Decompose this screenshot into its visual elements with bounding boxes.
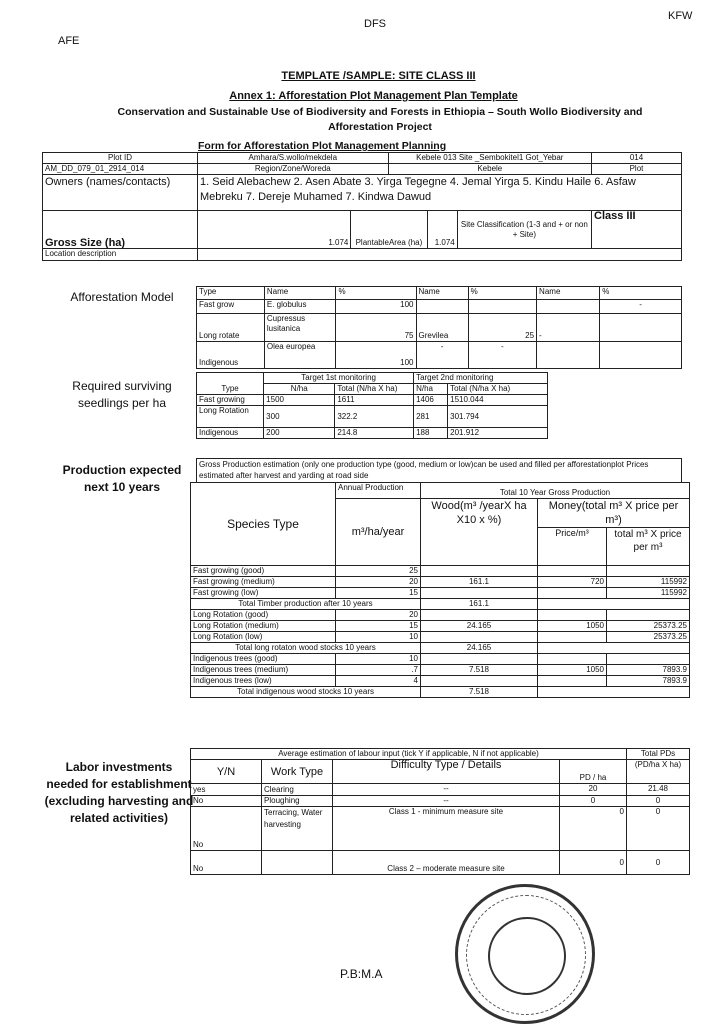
aff-row-pct: 100 <box>336 342 416 369</box>
sample-title: TEMPLATE /SAMPLE: SITE CLASS III <box>281 70 476 82</box>
owners-value: 1. Seid Alebachew 2. Asen Abate 3. Yirga Tegegne 4. Jemal Yirga 5. Kindu Haile 6. Asfaw Mebreku 7. Dereje Muhamed 7. Kindwa Dawud <box>198 175 682 211</box>
aff-row-type: Fast grow <box>197 300 265 314</box>
site-class-value: Class III <box>592 211 682 249</box>
prod-total-blank <box>538 643 690 654</box>
aff-row-name3 <box>537 300 600 314</box>
labor-row-yn: yes <box>191 784 262 796</box>
prod-row-price <box>538 632 607 643</box>
aff-row-type: Indigenous <box>197 342 265 369</box>
aff-row-pct2: 25 <box>468 314 536 342</box>
prod-total-blank <box>538 687 690 698</box>
prod-row-name: Long Rotation (medium) <box>191 621 336 632</box>
location-value <box>198 249 682 261</box>
seedlings-table <box>196 372 682 439</box>
gross-size-label: Gross Size (ha) <box>43 211 198 249</box>
price-label: Price/m³ <box>538 528 607 566</box>
seal-center <box>488 917 566 995</box>
money-label: Money(total m³ X price per m³) <box>538 499 690 528</box>
labor-row-work <box>262 851 333 875</box>
labor-row-total: 0 <box>627 851 690 875</box>
location-label: Location description <box>43 249 198 261</box>
labor-label: Labor investments needed for establishment (excluding harvesting and related activities) <box>44 760 194 825</box>
prod-row-annual: 4 <box>336 676 421 687</box>
seed-row-type: Indigenous <box>197 428 264 439</box>
labor-pd-total-header: (PD/ha X ha) <box>627 760 690 784</box>
region-label: Region/Zone/Woreda <box>198 164 389 175</box>
plot-label: Plot <box>592 164 682 175</box>
afforestation-model-label: Afforestation Model <box>70 290 174 304</box>
seed-row-type: Fast growing <box>197 395 264 406</box>
aff-header-type: Type <box>197 287 265 300</box>
prod-row-total: 115992 <box>607 588 690 599</box>
owners-label: Owners (names/contacts) <box>43 175 198 211</box>
corner-mark-center: DFS <box>364 18 386 30</box>
aff-header-pct3: % <box>600 287 682 300</box>
seed-row-type: Long Rotation <box>197 406 264 428</box>
seed-row-t1: 322.2 <box>335 406 414 428</box>
aff-row-name3: - <box>537 314 600 342</box>
prod-row-name: Long Rotation (low) <box>191 632 336 643</box>
prod-total-name: Total indigenous wood stocks 10 years <box>191 687 421 698</box>
labor-row-work: Ploughing <box>262 796 333 807</box>
prod-row-total: 25373.25 <box>607 621 690 632</box>
labor-row-yn: No <box>191 807 262 851</box>
prod-row-total <box>607 610 690 621</box>
prod-row-price <box>538 676 607 687</box>
aff-row-name3 <box>537 342 600 369</box>
prod-row-annual: 20 <box>336 610 421 621</box>
labor-row-pd: 0 <box>560 796 627 807</box>
prod-row-annual: .7 <box>336 665 421 676</box>
prod-row-name: Indigenous trees (good) <box>191 654 336 665</box>
aff-header-name3: Name <box>537 287 600 300</box>
labor-row-work: Clearing <box>262 784 333 796</box>
aff-row-name: E. globulus <box>264 300 336 314</box>
prod-row-name: Indigenous trees (medium) <box>191 665 336 676</box>
plot-info-table <box>42 152 682 261</box>
seed-blank <box>197 373 264 384</box>
labor-yn-header: Y/N <box>191 760 262 784</box>
prod-row-annual: 15 <box>336 621 421 632</box>
prod-total-name: Total Timber production after 10 years <box>191 599 421 610</box>
prod-row-annual: 10 <box>336 632 421 643</box>
prod-row-wood <box>421 676 538 687</box>
production-label: Production expected next 10 years <box>62 463 182 494</box>
prod-row-total: 25373.25 <box>607 632 690 643</box>
prod-row-name: Fast growing (good) <box>191 566 336 577</box>
plantable-area-value: 1.074 <box>427 211 457 249</box>
aff-header-name: Name <box>264 287 336 300</box>
wood-label: Wood(m³ /yearX ha X10 x %) <box>421 499 538 566</box>
aff-row-name2: Grevilea <box>416 314 468 342</box>
target2-label: Target 2nd monitoring <box>414 373 548 384</box>
aff-row-name: Cupressus lusitanica <box>264 314 336 342</box>
seed-header-t2: Total (N/ha X ha) <box>448 384 548 395</box>
prod-row-name: Fast growing (medium) <box>191 577 336 588</box>
seed-row-t1: 1611 <box>335 395 414 406</box>
species-type-label: Species Type <box>191 483 336 566</box>
labor-row-yn: No <box>191 851 262 875</box>
plantable-area-label: PlantableArea (ha) <box>351 211 427 249</box>
prod-row-price: 1050 <box>538 665 607 676</box>
prod-row-wood <box>421 566 538 577</box>
prod-row-wood: 161.1 <box>421 599 538 610</box>
total-price-label: total m³ X price per m³ <box>607 528 690 566</box>
prod-row-name: Fast growing (low) <box>191 588 336 599</box>
gross-size-value: 1.074 <box>198 211 351 249</box>
aff-row-pct2 <box>468 300 536 314</box>
aff-row-pct: 75 <box>336 314 416 342</box>
seed-row-n1: 1500 <box>264 395 335 406</box>
labor-row-pd: 20 <box>560 784 627 796</box>
prod-total-blank <box>538 599 690 610</box>
site-class-label: Site Classification (1-3 and + or non + Site) <box>457 211 591 249</box>
labor-row-pd: 0 <box>560 851 627 875</box>
aff-header-pct: % <box>336 287 416 300</box>
labor-row-total: 0 <box>627 796 690 807</box>
labor-row-detail: -- <box>333 784 560 796</box>
prod-row-wood <box>421 632 538 643</box>
labor-row-total: 21.48 <box>627 784 690 796</box>
prod-row-annual: 15 <box>336 588 421 599</box>
seed-row-n2: 281 <box>414 406 448 428</box>
labor-row-detail: Class 2 – moderate measure site <box>333 851 560 875</box>
prod-row-price: 1050 <box>538 621 607 632</box>
prod-total-name: Total long rotaton wood stocks 10 years <box>191 643 421 654</box>
total-10-year-label: Total 10 Year Gross Production <box>421 483 690 499</box>
aff-row-pct2: - <box>468 342 536 369</box>
labor-table <box>190 748 690 875</box>
prod-row-wood: 161.1 <box>421 577 538 588</box>
prod-row-total <box>607 654 690 665</box>
annex-title: Annex 1: Afforestation Plot Management Plan Template <box>229 90 518 102</box>
aff-row-type: Long rotate <box>197 314 265 342</box>
seed-row-n1: 300 <box>264 406 335 428</box>
aff-row-pct3: - <box>600 300 682 314</box>
seed-row-t2: 301.794 <box>448 406 548 428</box>
project-title-line1: Conservation and Sustainable Use of Biodiversity and Forests in Ethiopia – South Wollo Biodiversity and <box>117 106 643 118</box>
seed-row-t1: 214.8 <box>335 428 414 439</box>
aff-row-name2: - <box>416 342 468 369</box>
prod-row-total: 7893.9 <box>607 676 690 687</box>
prod-row-price <box>538 610 607 621</box>
annual-production-label: Annual Production <box>336 483 421 499</box>
prod-row-total <box>607 566 690 577</box>
labor-work-type-header: Work Type <box>262 760 333 784</box>
footer-initials: P.B:M.A <box>340 967 383 981</box>
seed-header-n2: N/ha <box>414 384 448 395</box>
production-table <box>190 482 690 698</box>
project-title-line2: Afforestation Project <box>328 121 432 133</box>
seed-row-t2: 1510.044 <box>448 395 548 406</box>
labor-difficulty-header: Difficulty Type / Details <box>333 760 560 784</box>
labor-avg-label: Average estimation of labour input (tick Y if applicable, N if not applicable) <box>191 749 627 760</box>
labor-row-pd: 0 <box>560 807 627 851</box>
prod-row-wood <box>421 588 538 599</box>
corner-mark-right: KFW <box>668 10 693 22</box>
seed-row-n2: 1406 <box>414 395 448 406</box>
aff-row-name2 <box>416 300 468 314</box>
labor-row-detail: Class 1 - minimum measure site <box>333 807 560 851</box>
unit-label: m³/ha/year <box>336 499 421 566</box>
plot-id-value: AM_DD_079_01_2914_014 <box>43 164 198 175</box>
corner-mark-left: AFE <box>58 35 80 47</box>
aff-row-pct3 <box>600 342 682 369</box>
plot-id-label: Plot ID <box>43 153 198 164</box>
seed-row-t2: 201.912 <box>448 428 548 439</box>
prod-row-price: 720 <box>538 577 607 588</box>
prod-row-wood <box>421 654 538 665</box>
seed-empty <box>548 373 682 439</box>
prod-row-total: 7893.9 <box>607 665 690 676</box>
prod-row-annual: 25 <box>336 566 421 577</box>
afforestation-table <box>196 286 682 369</box>
seed-header-t1: Total (N/ha X ha) <box>335 384 414 395</box>
aff-header-name2: Name <box>416 287 468 300</box>
aff-header-pct2: % <box>468 287 536 300</box>
prod-row-price <box>538 588 607 599</box>
prod-row-name: Indigenous trees (low) <box>191 676 336 687</box>
seedlings-label: Required surviving seedlings per ha <box>72 379 172 410</box>
region-value: Amhara/S.wollo/mekdela <box>198 153 389 164</box>
prod-row-price <box>538 654 607 665</box>
prod-row-wood <box>421 610 538 621</box>
aff-row-pct: 100 <box>336 300 416 314</box>
labor-row-work: Terracing, Water harvesting <box>262 807 333 851</box>
production-note: Gross Production estimation (only one production type (good, medium or low)can be used and filled per afforestationplot Prices estimated after harvest and yarding at road side <box>196 458 682 482</box>
plot-number: 014 <box>592 153 682 164</box>
seed-header-n1: N/ha <box>264 384 335 395</box>
labor-total-pds-label: Total PDs <box>627 749 690 760</box>
prod-row-price <box>538 566 607 577</box>
aff-row-pct3 <box>600 314 682 342</box>
labor-row-total: 0 <box>627 807 690 851</box>
official-seal <box>455 884 595 1024</box>
prod-row-wood: 24.165 <box>421 621 538 632</box>
kebele-label: Kebele <box>388 164 591 175</box>
prod-row-total: 115992 <box>607 577 690 588</box>
labor-pd-ha-header: PD / ha <box>560 760 627 784</box>
prod-row-wood: 7.518 <box>421 687 538 698</box>
prod-row-annual: 10 <box>336 654 421 665</box>
prod-row-wood: 24.165 <box>421 643 538 654</box>
labor-row-detail: -- <box>333 796 560 807</box>
kebele-value: Kebele 013 Site _Sembokitel1 Got_Yebar <box>388 153 591 164</box>
seed-header-type: Type <box>197 384 264 395</box>
labor-row-yn: No <box>191 796 262 807</box>
prod-row-annual: 20 <box>336 577 421 588</box>
target1-label: Target 1st monitoring <box>264 373 414 384</box>
aff-row-name: Olea europea <box>264 342 336 369</box>
prod-row-wood: 7.518 <box>421 665 538 676</box>
form-title: Form for Afforestation Plot Management Planning <box>198 140 447 152</box>
prod-row-name: Long Rotation (good) <box>191 610 336 621</box>
seed-row-n2: 188 <box>414 428 448 439</box>
seed-row-n1: 200 <box>264 428 335 439</box>
